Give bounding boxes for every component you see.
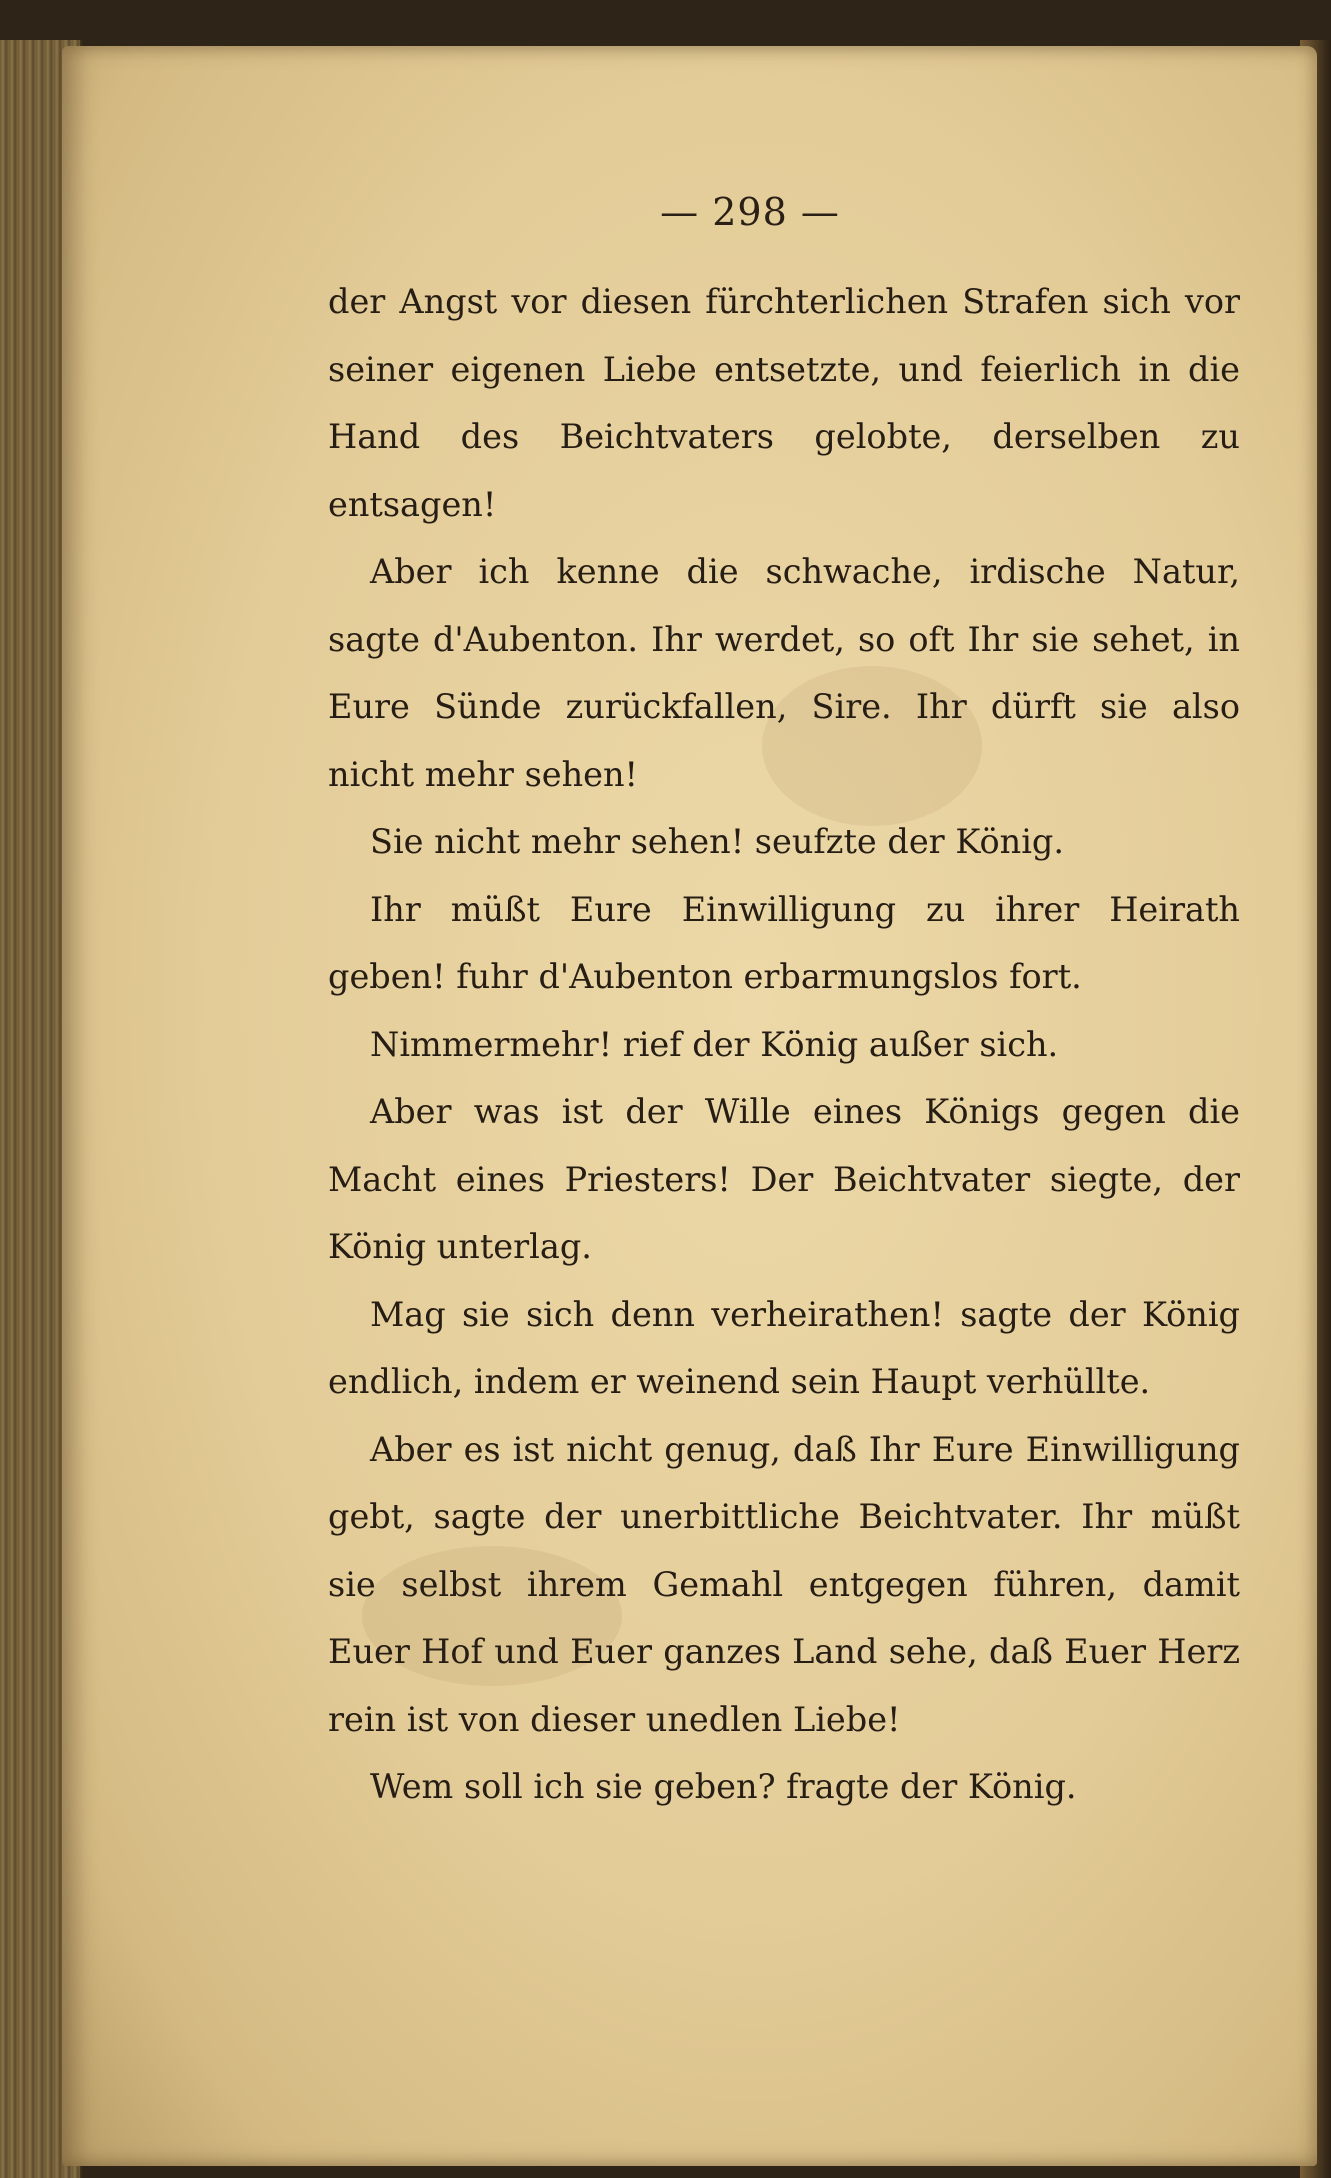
paragraph: Aber ich kenne die schwache, irdische Natur, sagte d'Aubenton. Ihr werdet, so oft Ihr sie sehet, in Eure Sünde zurückfallen, Sire. Ihr dürft sie also nicht mehr sehen! — [328, 552, 1240, 794]
page-number: — 298 — — [660, 190, 840, 234]
paragraph: Aber es ist nicht genug, daß Ihr Eure Einwilligung gebt, sagte der unerbittliche Beichtvater. Ihr müßt sie selbst ihrem Gemahl entgegen führen, damit Euer Hof und Euer ganzes Land sehe, daß Euer Herz rein ist von dieser unedlen Liebe! — [328, 1429, 1240, 1739]
paragraph: Wem soll ich sie geben? fragte der König. — [370, 1767, 1077, 1806]
paragraph: Sie nicht mehr sehen! seufzte der König. — [370, 822, 1064, 861]
paragraph: Nimmermehr! rief der König außer sich. — [370, 1024, 1059, 1064]
body-text — [328, 268, 1240, 1821]
paragraph: Ihr müßt Eure Einwilligung zu ihrer Heirath geben! fuhr d'Aubenton erbarmungslos fort. — [328, 889, 1240, 996]
paragraph: Mag sie sich denn verheirathen! sagte der König endlich, indem er weinend sein Haupt verhüllte. — [328, 1294, 1240, 1401]
paragraph: der Angst vor diesen fürchterlichen Strafen sich vor seiner eigenen Liebe entsetzte, und feierlich in die Hand des Beichtvaters gelobte, derselben zu entsagen! — [328, 282, 1240, 524]
paragraph: Aber was ist der Wille eines Königs gegen die Macht eines Priesters! Der Beichtvater siegte, der König unterlag. — [328, 1092, 1240, 1266]
